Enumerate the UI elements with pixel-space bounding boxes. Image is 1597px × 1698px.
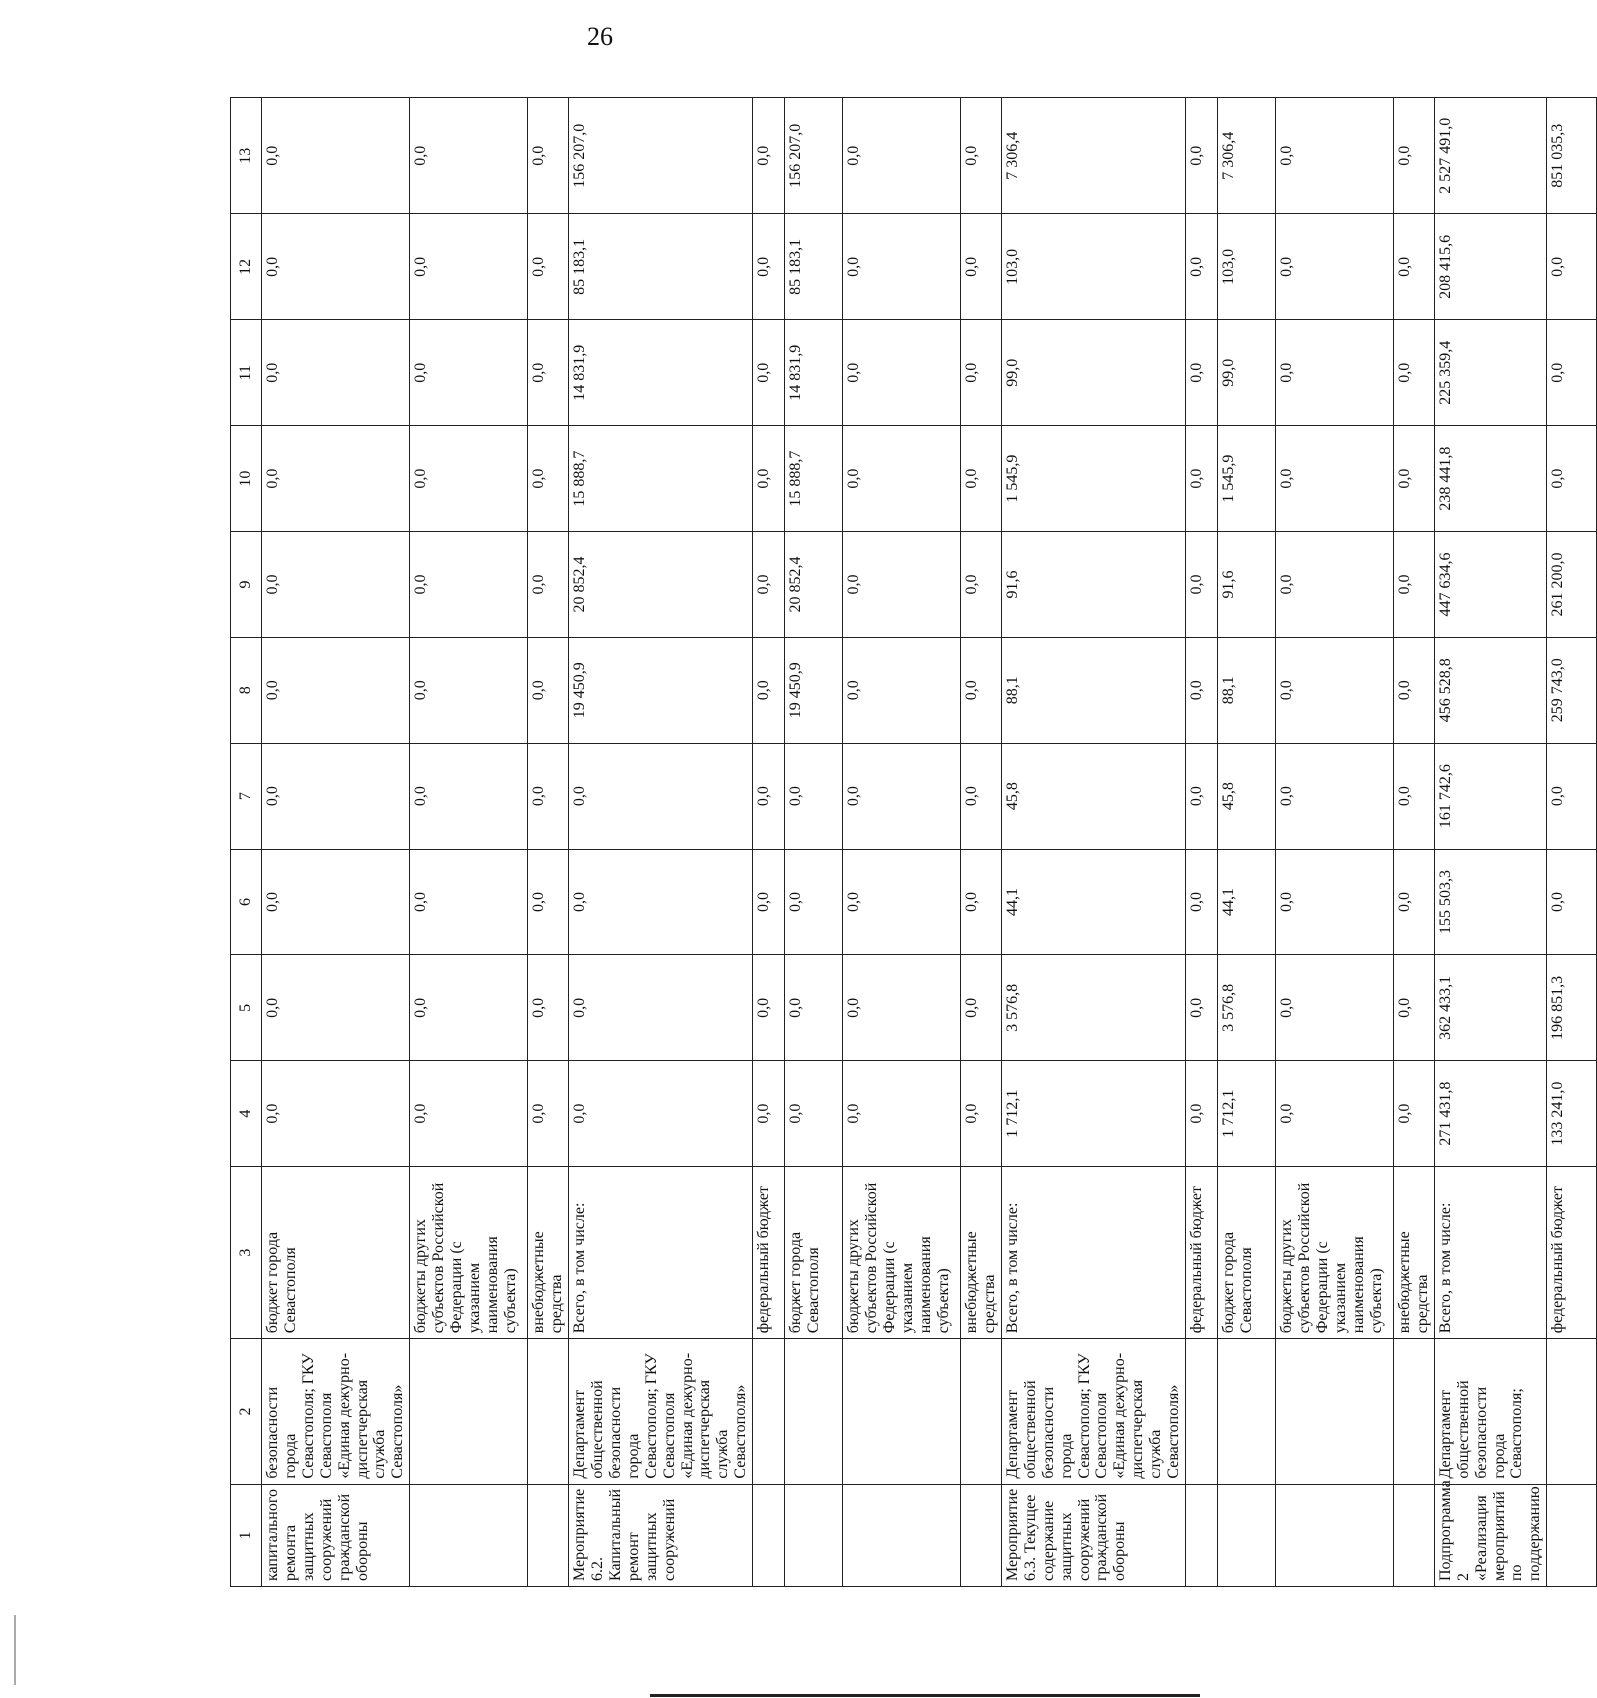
amount-cell: 45,8 — [1218, 743, 1276, 849]
table-row — [785, 98, 843, 1587]
amount-cell: 0,0 — [1276, 1061, 1394, 1167]
amount-cell: 0,0 — [1394, 320, 1435, 426]
table-row — [843, 98, 961, 1587]
activity-cell — [785, 1484, 843, 1586]
amount-cell: 0,0 — [1276, 637, 1394, 743]
amount-cell: 0,0 — [262, 955, 410, 1061]
amount-cell: 0,0 — [753, 637, 785, 743]
amount-cell: 0,0 — [528, 637, 569, 743]
header-cell: 9 — [231, 532, 262, 638]
amount-cell: 0,0 — [785, 1061, 843, 1167]
activity-cell: Подпрограмма 2 «Реализация мероприятий по поддержанию — [1434, 1484, 1546, 1586]
header-cell: 12 — [231, 214, 262, 320]
header-cell: 10 — [231, 426, 262, 532]
amount-cell: 156 207,0 — [569, 98, 753, 214]
amount-cell: 0,0 — [1547, 426, 1597, 532]
amount-cell: 0,0 — [843, 743, 961, 849]
amount-cell: 0,0 — [961, 214, 1002, 320]
amount-cell: 0,0 — [1394, 1061, 1435, 1167]
amount-cell: 0,0 — [410, 849, 528, 955]
amount-cell: 0,0 — [262, 532, 410, 638]
table-row — [1001, 98, 1185, 1587]
header-cell: 2 — [231, 1339, 262, 1484]
amount-cell: 0,0 — [569, 1061, 753, 1167]
executor-cell: безопасности города Севастополя; ГКУ Севастополя «Единая дежурно-диспетчерская служба Севастополя» — [262, 1339, 410, 1484]
amount-cell: 456 528,8 — [1434, 637, 1546, 743]
amount-cell: 0,0 — [843, 637, 961, 743]
header-cell: 7 — [231, 743, 262, 849]
amount-cell: 0,0 — [262, 1061, 410, 1167]
executor-cell — [528, 1339, 569, 1484]
amount-cell: 0,0 — [1276, 532, 1394, 638]
amount-cell: 0,0 — [528, 426, 569, 532]
amount-cell: 0,0 — [843, 1061, 961, 1167]
executor-cell — [753, 1339, 785, 1484]
amount-cell: 0,0 — [961, 1061, 1002, 1167]
funding-source-cell: бюджеты других субъектов Российской Федерации (с указанием наименования субъекта) — [410, 1167, 528, 1339]
amount-cell: 7 306,4 — [1218, 98, 1276, 214]
amount-cell: 0,0 — [1186, 426, 1218, 532]
amount-cell: 0,0 — [1276, 214, 1394, 320]
amount-cell: 0,0 — [410, 426, 528, 532]
funding-source-cell: внебюджетные средства — [1394, 1167, 1435, 1339]
amount-cell: 103,0 — [1218, 214, 1276, 320]
executor-cell — [785, 1339, 843, 1484]
header-cell: 4 — [231, 1061, 262, 1167]
table-row — [528, 98, 569, 1587]
amount-cell: 85 183,1 — [785, 214, 843, 320]
amount-cell: 0,0 — [569, 849, 753, 955]
amount-cell: 0,0 — [843, 320, 961, 426]
amount-cell: 0,0 — [262, 637, 410, 743]
activity-cell — [753, 1484, 785, 1586]
executor-cell — [1218, 1339, 1276, 1484]
amount-cell: 0,0 — [753, 743, 785, 849]
amount-cell: 0,0 — [843, 955, 961, 1061]
amount-cell: 0,0 — [410, 532, 528, 638]
table-body — [262, 98, 1597, 1587]
table-row — [569, 98, 753, 1587]
funding-source-cell: бюджеты других субъектов Российской Федерации (с указанием наименования субъекта) — [1276, 1167, 1394, 1339]
amount-cell: 0,0 — [961, 426, 1002, 532]
table-row — [1434, 98, 1546, 1587]
amount-cell: 20 852,4 — [785, 532, 843, 638]
page-number: 26 — [587, 22, 613, 51]
header-row — [231, 98, 262, 1587]
funding-source-cell: федеральный бюджет — [753, 1167, 785, 1339]
amount-cell: 0,0 — [528, 98, 569, 214]
amount-cell: 103,0 — [1001, 214, 1185, 320]
activity-cell — [1276, 1484, 1394, 1586]
funding-source-cell: бюджеты других субъектов Российской Федерации (с указанием наименования субъекта) — [843, 1167, 961, 1339]
header-cell: 8 — [231, 637, 262, 743]
amount-cell: 2 527 491,0 — [1434, 98, 1546, 214]
amount-cell: 0,0 — [843, 426, 961, 532]
amount-cell: 0,0 — [569, 743, 753, 849]
table-row — [1186, 98, 1218, 1587]
header-cell: 3 — [231, 1167, 262, 1339]
amount-cell: 0,0 — [1186, 532, 1218, 638]
amount-cell: 14 831,9 — [785, 320, 843, 426]
funding-source-cell: бюджет города Севастополя — [262, 1167, 410, 1339]
amount-cell: 0,0 — [961, 98, 1002, 214]
amount-cell: 85 183,1 — [569, 214, 753, 320]
amount-cell: 0,0 — [262, 214, 410, 320]
amount-cell: 0,0 — [1186, 214, 1218, 320]
amount-cell: 0,0 — [410, 1061, 528, 1167]
amount-cell: 0,0 — [753, 426, 785, 532]
amount-cell: 0,0 — [410, 320, 528, 426]
amount-cell: 0,0 — [1394, 214, 1435, 320]
amount-cell: 0,0 — [753, 532, 785, 638]
amount-cell: 20 852,4 — [569, 532, 753, 638]
amount-cell: 259 743,0 — [1547, 637, 1597, 743]
executor-cell — [961, 1339, 1002, 1484]
amount-cell: 0,0 — [528, 214, 569, 320]
activity-cell: Мероприятие 6.2. Капитальный ремонт защитных сооружений — [569, 1484, 753, 1586]
funding-source-cell: бюджет города Севастополя — [1218, 1167, 1276, 1339]
amount-cell: 91,6 — [1001, 532, 1185, 638]
amount-cell: 0,0 — [1186, 1061, 1218, 1167]
amount-cell: 0,0 — [262, 320, 410, 426]
amount-cell: 0,0 — [961, 532, 1002, 638]
amount-cell: 0,0 — [1276, 955, 1394, 1061]
activity-cell — [1547, 1484, 1597, 1586]
amount-cell: 88,1 — [1218, 637, 1276, 743]
amount-cell: 0,0 — [753, 320, 785, 426]
amount-cell: 0,0 — [961, 637, 1002, 743]
amount-cell: 0,0 — [1547, 214, 1597, 320]
amount-cell: 362 433,1 — [1434, 955, 1546, 1061]
amount-cell: 1 545,9 — [1001, 426, 1185, 532]
amount-cell: 88,1 — [1001, 637, 1185, 743]
executor-cell — [843, 1339, 961, 1484]
amount-cell: 0,0 — [753, 214, 785, 320]
amount-cell: 14 831,9 — [569, 320, 753, 426]
amount-cell: 0,0 — [1186, 849, 1218, 955]
executor-cell — [1547, 1339, 1597, 1484]
amount-cell: 99,0 — [1218, 320, 1276, 426]
header-cell: 11 — [231, 320, 262, 426]
amount-cell: 0,0 — [1394, 637, 1435, 743]
amount-cell: 15 888,7 — [785, 426, 843, 532]
scan-margin-mark — [14, 1615, 16, 1685]
amount-cell: 133 241,0 — [1547, 1061, 1597, 1167]
amount-cell: 0,0 — [1547, 849, 1597, 955]
rotated-table-wrapper — [230, 97, 1567, 1587]
amount-cell: 0,0 — [961, 743, 1002, 849]
amount-cell: 15 888,7 — [569, 426, 753, 532]
table-row — [1218, 98, 1276, 1587]
amount-cell: 0,0 — [1276, 320, 1394, 426]
amount-cell: 0,0 — [410, 214, 528, 320]
amount-cell: 0,0 — [1276, 849, 1394, 955]
header-cell: 13 — [231, 98, 262, 214]
amount-cell: 0,0 — [843, 98, 961, 214]
amount-cell: 161 742,6 — [1434, 743, 1546, 849]
amount-cell: 0,0 — [528, 1061, 569, 1167]
executor-cell: Департамент общественной безопасности города Севастополя; ГКУ Севастополя «Единая дежурно-диспетчерская служба Севастополя» — [1001, 1339, 1185, 1484]
amount-cell: 0,0 — [785, 955, 843, 1061]
amount-cell: 0,0 — [843, 532, 961, 638]
amount-cell: 0,0 — [410, 743, 528, 849]
amount-cell: 238 441,8 — [1434, 426, 1546, 532]
amount-cell: 0,0 — [1394, 532, 1435, 638]
header-cell: 6 — [231, 849, 262, 955]
amount-cell: 0,0 — [262, 426, 410, 532]
amount-cell: 0,0 — [1186, 637, 1218, 743]
amount-cell: 0,0 — [961, 320, 1002, 426]
amount-cell: 0,0 — [1394, 955, 1435, 1061]
amount-cell: 261 200,0 — [1547, 532, 1597, 638]
table-row — [961, 98, 1002, 1587]
table-row — [410, 98, 528, 1587]
amount-cell: 851 035,3 — [1547, 98, 1597, 214]
funding-source-cell: внебюджетные средства — [961, 1167, 1002, 1339]
amount-cell: 0,0 — [1394, 743, 1435, 849]
amount-cell: 0,0 — [961, 849, 1002, 955]
amount-cell: 447 634,6 — [1434, 532, 1546, 638]
activity-cell — [410, 1484, 528, 1586]
amount-cell: 0,0 — [1547, 320, 1597, 426]
amount-cell: 0,0 — [262, 849, 410, 955]
amount-cell: 0,0 — [785, 743, 843, 849]
executor-cell — [1276, 1339, 1394, 1484]
amount-cell: 0,0 — [961, 955, 1002, 1061]
amount-cell: 45,8 — [1001, 743, 1185, 849]
table-row — [262, 98, 410, 1587]
table-row — [1394, 98, 1435, 1587]
amount-cell: 91,6 — [1218, 532, 1276, 638]
amount-cell: 0,0 — [1276, 743, 1394, 849]
amount-cell: 0,0 — [528, 955, 569, 1061]
amount-cell: 0,0 — [1394, 426, 1435, 532]
amount-cell: 0,0 — [1186, 743, 1218, 849]
amount-cell: 271 431,8 — [1434, 1061, 1546, 1167]
executor-cell — [1186, 1339, 1218, 1484]
budget-table — [230, 97, 1597, 1587]
amount-cell: 0,0 — [753, 1061, 785, 1167]
amount-cell: 0,0 — [528, 320, 569, 426]
amount-cell: 0,0 — [753, 98, 785, 214]
amount-cell: 1 712,1 — [1218, 1061, 1276, 1167]
amount-cell: 1 712,1 — [1001, 1061, 1185, 1167]
activity-cell — [1186, 1484, 1218, 1586]
amount-cell: 196 851,3 — [1547, 955, 1597, 1061]
amount-cell: 19 450,9 — [785, 637, 843, 743]
amount-cell: 0,0 — [1186, 98, 1218, 214]
amount-cell: 99,0 — [1001, 320, 1185, 426]
funding-source-cell: бюджет города Севастополя — [785, 1167, 843, 1339]
amount-cell: 0,0 — [410, 955, 528, 1061]
funding-source-cell: Всего, в том числе: — [1001, 1167, 1185, 1339]
amount-cell: 44,1 — [1001, 849, 1185, 955]
amount-cell: 155 503,3 — [1434, 849, 1546, 955]
activity-cell: капитального ремонта защитных сооружений гражданской обороны — [262, 1484, 410, 1586]
funding-source-cell: федеральный бюджет — [1186, 1167, 1218, 1339]
activity-cell: Мероприятие 6.3. Текущее содержание защитных сооружений гражданской обороны — [1001, 1484, 1185, 1586]
executor-cell — [410, 1339, 528, 1484]
amount-cell: 208 415,6 — [1434, 214, 1546, 320]
amount-cell: 0,0 — [785, 849, 843, 955]
amount-cell: 0,0 — [1394, 849, 1435, 955]
amount-cell: 0,0 — [528, 849, 569, 955]
executor-cell: Департамент общественной безопасности города Севастополя; — [1434, 1339, 1546, 1484]
amount-cell: 3 576,8 — [1001, 955, 1185, 1061]
header-cell: 1 — [231, 1484, 262, 1586]
amount-cell: 0,0 — [1186, 320, 1218, 426]
amount-cell: 0,0 — [753, 849, 785, 955]
amount-cell: 0,0 — [528, 743, 569, 849]
amount-cell: 0,0 — [1186, 955, 1218, 1061]
table-row — [753, 98, 785, 1587]
funding-source-cell: федеральный бюджет — [1547, 1167, 1597, 1339]
activity-cell — [1218, 1484, 1276, 1586]
amount-cell: 19 450,9 — [569, 637, 753, 743]
amount-cell: 156 207,0 — [785, 98, 843, 214]
amount-cell: 0,0 — [1276, 98, 1394, 214]
amount-cell: 0,0 — [410, 637, 528, 743]
amount-cell: 44,1 — [1218, 849, 1276, 955]
amount-cell: 0,0 — [843, 849, 961, 955]
amount-cell: 0,0 — [262, 743, 410, 849]
amount-cell: 0,0 — [843, 214, 961, 320]
header-cell: 5 — [231, 955, 262, 1061]
activity-cell — [1394, 1484, 1435, 1586]
table-row — [1276, 98, 1394, 1587]
amount-cell: 0,0 — [1547, 743, 1597, 849]
activity-cell — [528, 1484, 569, 1586]
amount-cell: 0,0 — [410, 98, 528, 214]
amount-cell: 225 359,4 — [1434, 320, 1546, 426]
amount-cell: 0,0 — [1276, 426, 1394, 532]
table-row — [1547, 98, 1597, 1587]
amount-cell: 0,0 — [528, 532, 569, 638]
amount-cell: 1 545,9 — [1218, 426, 1276, 532]
activity-cell — [843, 1484, 961, 1586]
amount-cell: 0,0 — [1394, 98, 1435, 214]
funding-source-cell: Всего, в том числе: — [569, 1167, 753, 1339]
scan-edge-line — [650, 1694, 1200, 1697]
executor-cell — [1394, 1339, 1435, 1484]
executor-cell: Департамент общественной безопасности города Севастополя; ГКУ Севастополя «Единая дежурно-диспетчерская служба Севастополя» — [569, 1339, 753, 1484]
amount-cell: 0,0 — [753, 955, 785, 1061]
amount-cell: 0,0 — [569, 955, 753, 1061]
amount-cell: 0,0 — [262, 98, 410, 214]
funding-source-cell: внебюджетные средства — [528, 1167, 569, 1339]
amount-cell: 3 576,8 — [1218, 955, 1276, 1061]
activity-cell — [961, 1484, 1002, 1586]
funding-source-cell: Всего, в том числе: — [1434, 1167, 1546, 1339]
amount-cell: 7 306,4 — [1001, 98, 1185, 214]
